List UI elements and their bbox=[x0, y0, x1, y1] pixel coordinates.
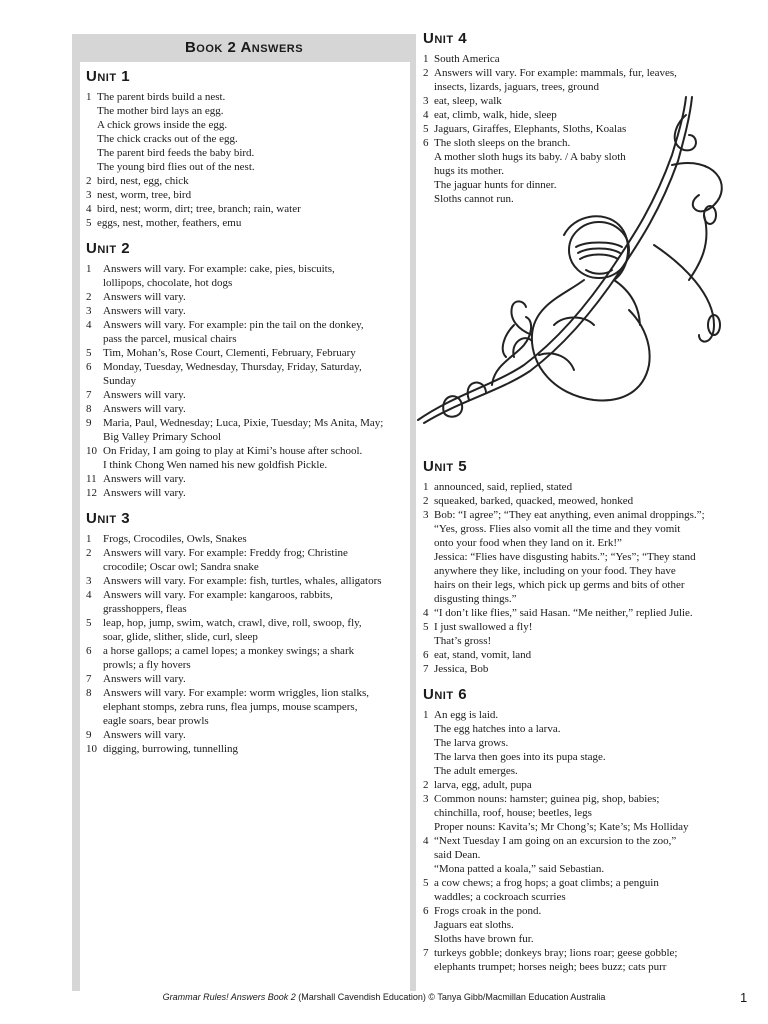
answer-text bbox=[97, 202, 408, 216]
answer-number: 1 bbox=[86, 533, 92, 545]
answer-line: hugs its mother. bbox=[434, 165, 504, 177]
answer-line: anywhere they like, including on your food. They have bbox=[434, 565, 676, 577]
answer-number: 4 bbox=[86, 203, 92, 215]
answer-item bbox=[86, 616, 408, 644]
answer-text bbox=[103, 444, 408, 472]
answer-text bbox=[434, 494, 743, 508]
answer-text bbox=[434, 876, 743, 904]
answer-text bbox=[434, 946, 743, 974]
answer-list bbox=[86, 532, 408, 756]
answer-line: insects, lizards, jaguars, trees, ground bbox=[434, 81, 599, 93]
answer-text bbox=[103, 290, 408, 304]
answer-number: 1 bbox=[423, 53, 429, 65]
answer-item bbox=[86, 202, 408, 216]
answer-number: 6 bbox=[86, 645, 92, 657]
answer-line: Answers will vary. For example: mammals, fur, leaves, bbox=[434, 67, 677, 79]
answer-item bbox=[423, 662, 743, 676]
answer-line: prowls; a fly hovers bbox=[103, 659, 191, 671]
answer-item bbox=[423, 480, 743, 494]
answer-line: nest, worm, tree, bird bbox=[97, 189, 192, 201]
answer-item bbox=[86, 686, 408, 728]
answer-item bbox=[423, 508, 743, 606]
answer-line: Sunday bbox=[103, 375, 136, 387]
footer-title: Grammar Rules! Answers Book 2 bbox=[162, 992, 296, 1002]
answer-number: 6 bbox=[86, 361, 92, 373]
answer-number: 6 bbox=[423, 905, 429, 917]
answer-item bbox=[423, 52, 743, 66]
answer-line: elephant stomps, zebra runs, flea jumps, mouse scampers, bbox=[103, 701, 358, 713]
answer-line: a cow chews; a frog hops; a goat climbs; a penguin bbox=[434, 877, 659, 889]
answer-number: 5 bbox=[86, 217, 92, 229]
answer-line: “Next Tuesday I am going on an excursion to the zoo,” bbox=[434, 835, 677, 847]
answer-text bbox=[103, 486, 408, 500]
answer-text bbox=[434, 480, 743, 494]
answer-item bbox=[423, 648, 743, 662]
unit-heading: Unit 4 bbox=[423, 30, 468, 47]
answer-number: 2 bbox=[423, 67, 429, 79]
answer-line: chinchilla, roof, house; beetles, legs bbox=[434, 807, 592, 819]
answer-line: Answers will vary. bbox=[103, 291, 186, 303]
unit-heading: Unit 2 bbox=[86, 240, 131, 257]
answer-item bbox=[86, 486, 408, 500]
answer-line: Proper nouns: Kavita’s; Mr Chong’s; Kate’s; Ms Holliday bbox=[434, 821, 689, 833]
answer-line: squeaked, barked, quacked, meowed, honked bbox=[434, 495, 634, 507]
answer-text bbox=[103, 742, 408, 756]
answer-item bbox=[423, 904, 743, 946]
answer-item bbox=[86, 90, 408, 174]
answer-number: 1 bbox=[86, 263, 92, 275]
answer-number: 2 bbox=[86, 291, 92, 303]
answer-line: Sloths cannot run. bbox=[434, 193, 514, 205]
answer-text bbox=[103, 644, 408, 672]
answer-number: 4 bbox=[86, 319, 92, 331]
answer-line: The chick cracks out of the egg. bbox=[97, 133, 238, 145]
answer-line: announced, said, replied, stated bbox=[434, 481, 573, 493]
answer-list bbox=[423, 708, 743, 974]
answer-line: South America bbox=[434, 53, 500, 65]
answer-line: I just swallowed a fly! bbox=[434, 621, 533, 633]
answer-text bbox=[97, 174, 408, 188]
answer-item bbox=[86, 444, 408, 472]
answer-text bbox=[97, 188, 408, 202]
answer-text bbox=[103, 304, 408, 318]
answer-line: Answers will vary. bbox=[103, 473, 186, 485]
answer-line: crocodile; Oscar owl; Sandra snake bbox=[103, 561, 259, 573]
answer-line: eggs, nest, mother, feathers, emu bbox=[97, 217, 242, 229]
answer-line: Answers will vary. bbox=[103, 673, 186, 685]
answer-line: The jaguar hunts for dinner. bbox=[434, 179, 557, 191]
answer-line: Answers will vary. For example: kangaroos, rabbits, bbox=[103, 589, 333, 601]
unit-heading: Unit 1 bbox=[86, 68, 131, 85]
answer-text bbox=[103, 388, 408, 402]
answer-line: The mother bird lays an egg. bbox=[97, 105, 224, 117]
unit-section bbox=[86, 68, 408, 230]
answer-item bbox=[86, 174, 408, 188]
answer-line: Common nouns: hamster; guinea pig, shop, babies; bbox=[434, 793, 660, 805]
answer-text bbox=[434, 52, 743, 66]
answer-number: 7 bbox=[423, 947, 429, 959]
answer-number: 2 bbox=[423, 495, 429, 507]
answer-line: Tim, Mohan’s, Rose Court, Clementi, February, February bbox=[103, 347, 356, 359]
answer-line: Answers will vary. bbox=[103, 729, 186, 741]
answer-line: I think Chong Wen named his new goldfish Pickle. bbox=[103, 459, 328, 471]
answer-text bbox=[434, 662, 743, 676]
answer-number: 2 bbox=[86, 175, 92, 187]
answer-line: Frogs croak in the pond. bbox=[434, 905, 542, 917]
answer-item bbox=[86, 304, 408, 318]
answer-number: 4 bbox=[423, 109, 429, 121]
answer-number: 4 bbox=[423, 607, 429, 619]
answer-number: 5 bbox=[86, 347, 92, 359]
answer-line: The egg hatches into a larva. bbox=[434, 723, 561, 735]
answer-line: Frogs, Crocodiles, Owls, Snakes bbox=[103, 533, 247, 545]
answer-number: 9 bbox=[86, 729, 92, 741]
answer-line: The young bird flies out of the nest. bbox=[97, 161, 255, 173]
answer-item bbox=[423, 876, 743, 904]
answer-item bbox=[86, 588, 408, 616]
answer-text bbox=[434, 834, 743, 876]
answer-item bbox=[86, 728, 408, 742]
answer-item bbox=[86, 216, 408, 230]
answer-line: An egg is laid. bbox=[434, 709, 499, 721]
answer-line: onto your food when they land on it. Erk!” bbox=[434, 537, 622, 549]
answer-number: 5 bbox=[86, 617, 92, 629]
answer-list bbox=[86, 262, 408, 500]
answer-text bbox=[103, 672, 408, 686]
answer-number: 2 bbox=[423, 779, 429, 791]
answer-line: waddles; a cockroach scurries bbox=[434, 891, 566, 903]
footer bbox=[0, 992, 768, 1002]
answer-line: The parent birds build a nest. bbox=[97, 91, 226, 103]
answer-line: soar, glide, slither, slide, curl, sleep bbox=[103, 631, 258, 643]
unit-section bbox=[423, 458, 743, 676]
answer-text bbox=[434, 792, 743, 834]
answer-item bbox=[86, 402, 408, 416]
answer-item bbox=[423, 606, 743, 620]
answer-text bbox=[103, 588, 408, 616]
answer-item bbox=[86, 188, 408, 202]
answer-item bbox=[86, 672, 408, 686]
answer-number: 3 bbox=[423, 509, 429, 521]
answer-line: grasshoppers, fleas bbox=[103, 603, 187, 615]
answer-line: eat, climb, walk, hide, sleep bbox=[434, 109, 557, 121]
answer-text bbox=[103, 574, 408, 588]
answer-text bbox=[434, 708, 743, 778]
answer-number: 3 bbox=[86, 305, 92, 317]
answer-line: digging, burrowing, tunnelling bbox=[103, 743, 239, 755]
answer-line: Jessica, Bob bbox=[434, 663, 489, 675]
answer-number: 7 bbox=[86, 389, 92, 401]
answer-line: disgusting things.” bbox=[434, 593, 517, 605]
answer-line: On Friday, I am going to play at Kimi’s house after school. bbox=[103, 445, 363, 457]
answer-line: Answers will vary. bbox=[103, 403, 186, 415]
answer-number: 1 bbox=[86, 91, 92, 103]
answer-text bbox=[103, 472, 408, 486]
answer-item bbox=[86, 574, 408, 588]
unit-heading: Unit 5 bbox=[423, 458, 468, 475]
answer-number: 3 bbox=[423, 95, 429, 107]
answer-item bbox=[86, 388, 408, 402]
answer-number: 1 bbox=[423, 481, 429, 493]
answer-line: The parent bird feeds the baby bird. bbox=[97, 147, 255, 159]
answer-text bbox=[434, 508, 743, 606]
answer-item bbox=[423, 708, 743, 778]
answer-text bbox=[103, 416, 408, 444]
answer-item bbox=[423, 778, 743, 792]
answer-line: turkeys gobble; donkeys bray; lions roar; geese gobble; bbox=[434, 947, 678, 959]
answer-item bbox=[423, 620, 743, 648]
answer-line: The sloth sleeps on the branch. bbox=[434, 137, 571, 149]
answer-line: A chick grows inside the egg. bbox=[97, 119, 228, 131]
answer-number: 1 bbox=[423, 709, 429, 721]
answer-number: 5 bbox=[423, 877, 429, 889]
answer-number: 4 bbox=[423, 835, 429, 847]
answer-number: 5 bbox=[423, 123, 429, 135]
answer-line: Sloths have brown fur. bbox=[434, 933, 534, 945]
answer-line: said Dean. bbox=[434, 849, 481, 861]
answer-number: 10 bbox=[86, 445, 97, 457]
answer-text bbox=[103, 318, 408, 346]
answer-item bbox=[86, 472, 408, 486]
book-title: Book 2 Answers bbox=[184, 39, 304, 56]
answer-line: Monday, Tuesday, Wednesday, Thursday, Friday, Saturday, bbox=[103, 361, 362, 373]
unit-heading: Unit 3 bbox=[86, 510, 131, 527]
answer-item bbox=[86, 346, 408, 360]
answer-text bbox=[103, 346, 408, 360]
answer-line: bird, nest; worm, dirt; tree, branch; rain, water bbox=[97, 203, 301, 215]
answer-number: 3 bbox=[423, 793, 429, 805]
answer-line: eat, stand, vomit, land bbox=[434, 649, 532, 661]
answer-number: 2 bbox=[86, 547, 92, 559]
answer-line: Maria, Paul, Wednesday; Luca, Pixie, Tuesday; Ms Anita, May; bbox=[103, 417, 384, 429]
answer-line: lollipops, chocolate, hot dogs bbox=[103, 277, 233, 289]
answer-item bbox=[86, 290, 408, 304]
answer-item bbox=[86, 644, 408, 672]
answer-line: Answers will vary. bbox=[103, 487, 186, 499]
answer-number: 4 bbox=[86, 589, 92, 601]
answer-text bbox=[434, 66, 743, 94]
answer-number: 7 bbox=[423, 663, 429, 675]
answer-item bbox=[423, 66, 743, 94]
answer-line: “Mona patted a koala,” said Sebastian. bbox=[434, 863, 605, 875]
answer-line: “Yes, gross. Flies also vomit all the time and they vomit bbox=[434, 523, 681, 535]
answer-item bbox=[86, 546, 408, 574]
answer-item bbox=[423, 792, 743, 834]
answer-text bbox=[434, 904, 743, 946]
answer-text bbox=[103, 262, 408, 290]
answer-line: Jaguars eat sloths. bbox=[434, 919, 514, 931]
answer-text bbox=[434, 606, 743, 620]
answer-text bbox=[434, 778, 743, 792]
answer-item bbox=[86, 318, 408, 346]
answer-list bbox=[423, 480, 743, 676]
answer-number: 6 bbox=[423, 649, 429, 661]
answer-line: Bob: “I agree”; “They eat anything, even animal droppings.”; bbox=[434, 509, 705, 521]
answer-number: 8 bbox=[86, 403, 92, 415]
answer-number: 6 bbox=[423, 137, 429, 149]
answer-line: Big Valley Primary School bbox=[103, 431, 222, 443]
answer-item bbox=[86, 416, 408, 444]
answer-number: 11 bbox=[86, 473, 97, 485]
answer-line: Answers will vary. bbox=[103, 389, 186, 401]
answer-line: Answers will vary. For example: worm wriggles, lion stalks, bbox=[103, 687, 369, 699]
answer-text bbox=[103, 402, 408, 416]
answer-line: a horse gallops; a camel lopes; a monkey swings; a shark bbox=[103, 645, 355, 657]
answer-item bbox=[86, 262, 408, 290]
answer-text bbox=[103, 616, 408, 644]
footer-credit: (Marshall Cavendish Education) © Tanya Gibb/Macmillan Education Australia bbox=[295, 992, 606, 1002]
answer-line: That’s gross! bbox=[434, 635, 492, 647]
answer-text bbox=[103, 532, 408, 546]
answer-line: “I don’t like flies,” said Hasan. “Me neither,” replied Julie. bbox=[434, 607, 693, 619]
answer-line: Jessica: “Flies have disgusting habits.”; “Yes”; “They stand bbox=[434, 551, 696, 563]
answer-line: The adult emerges. bbox=[434, 765, 518, 777]
left-column bbox=[86, 68, 408, 766]
answer-text bbox=[97, 90, 408, 174]
answer-text bbox=[434, 648, 743, 662]
answer-text bbox=[103, 546, 408, 574]
answer-line: leap, hop, jump, swim, watch, crawl, dive, roll, swoop, fly, bbox=[103, 617, 362, 629]
answer-number: 9 bbox=[86, 417, 92, 429]
answer-number: 5 bbox=[423, 621, 429, 633]
answer-line: pass the parcel, musical chairs bbox=[103, 333, 237, 345]
answer-item bbox=[86, 532, 408, 546]
answer-line: Jaguars, Giraffes, Elephants, Sloths, Koalas bbox=[434, 123, 627, 135]
answer-number: 3 bbox=[86, 189, 92, 201]
answer-line: Answers will vary. For example: Freddy frog; Christine bbox=[103, 547, 348, 559]
answer-item bbox=[86, 360, 408, 388]
answer-item bbox=[423, 946, 743, 974]
answer-line: eagle soars, bear prowls bbox=[103, 715, 209, 727]
answer-list bbox=[86, 90, 408, 230]
unit-section bbox=[86, 510, 408, 756]
answer-line: elephants trumpet; horses neigh; bees buzz; cats purr bbox=[434, 961, 667, 973]
answer-line: larva, egg, adult, pupa bbox=[434, 779, 532, 791]
answer-item bbox=[423, 834, 743, 876]
answer-number: 10 bbox=[86, 743, 97, 755]
answer-line: Answers will vary. For example: pin the tail on the donkey, bbox=[103, 319, 364, 331]
unit-section bbox=[423, 686, 743, 974]
answer-line: The larva then goes into its pupa stage. bbox=[434, 751, 606, 763]
answer-line: The larva grows. bbox=[434, 737, 509, 749]
answer-number: 8 bbox=[86, 687, 92, 699]
answer-text bbox=[103, 360, 408, 388]
sloth-illustration bbox=[414, 95, 750, 455]
answer-text bbox=[103, 686, 408, 728]
answer-text bbox=[97, 216, 408, 230]
answer-number: 12 bbox=[86, 487, 97, 499]
page-number: 1 bbox=[740, 990, 748, 1005]
answer-line: hairs on their legs, which pick up germs and bits of other bbox=[434, 579, 685, 591]
answer-line: A mother sloth hugs its baby. / A baby sloth bbox=[434, 151, 626, 163]
answer-number: 3 bbox=[86, 575, 92, 587]
answer-line: bird, nest, egg, chick bbox=[97, 175, 189, 187]
unit-heading: Unit 6 bbox=[423, 686, 468, 703]
unit-section bbox=[86, 240, 408, 500]
answer-item bbox=[423, 494, 743, 508]
answer-line: eat, sleep, walk bbox=[434, 95, 502, 107]
answer-line: Answers will vary. For example: fish, turtles, whales, alligators bbox=[103, 575, 382, 587]
answer-line: Answers will vary. bbox=[103, 305, 186, 317]
answer-text bbox=[434, 620, 743, 648]
answer-text bbox=[103, 728, 408, 742]
answer-line: Answers will vary. For example: cake, pies, biscuits, bbox=[103, 263, 335, 275]
answer-item bbox=[86, 742, 408, 756]
answer-number: 7 bbox=[86, 673, 92, 685]
